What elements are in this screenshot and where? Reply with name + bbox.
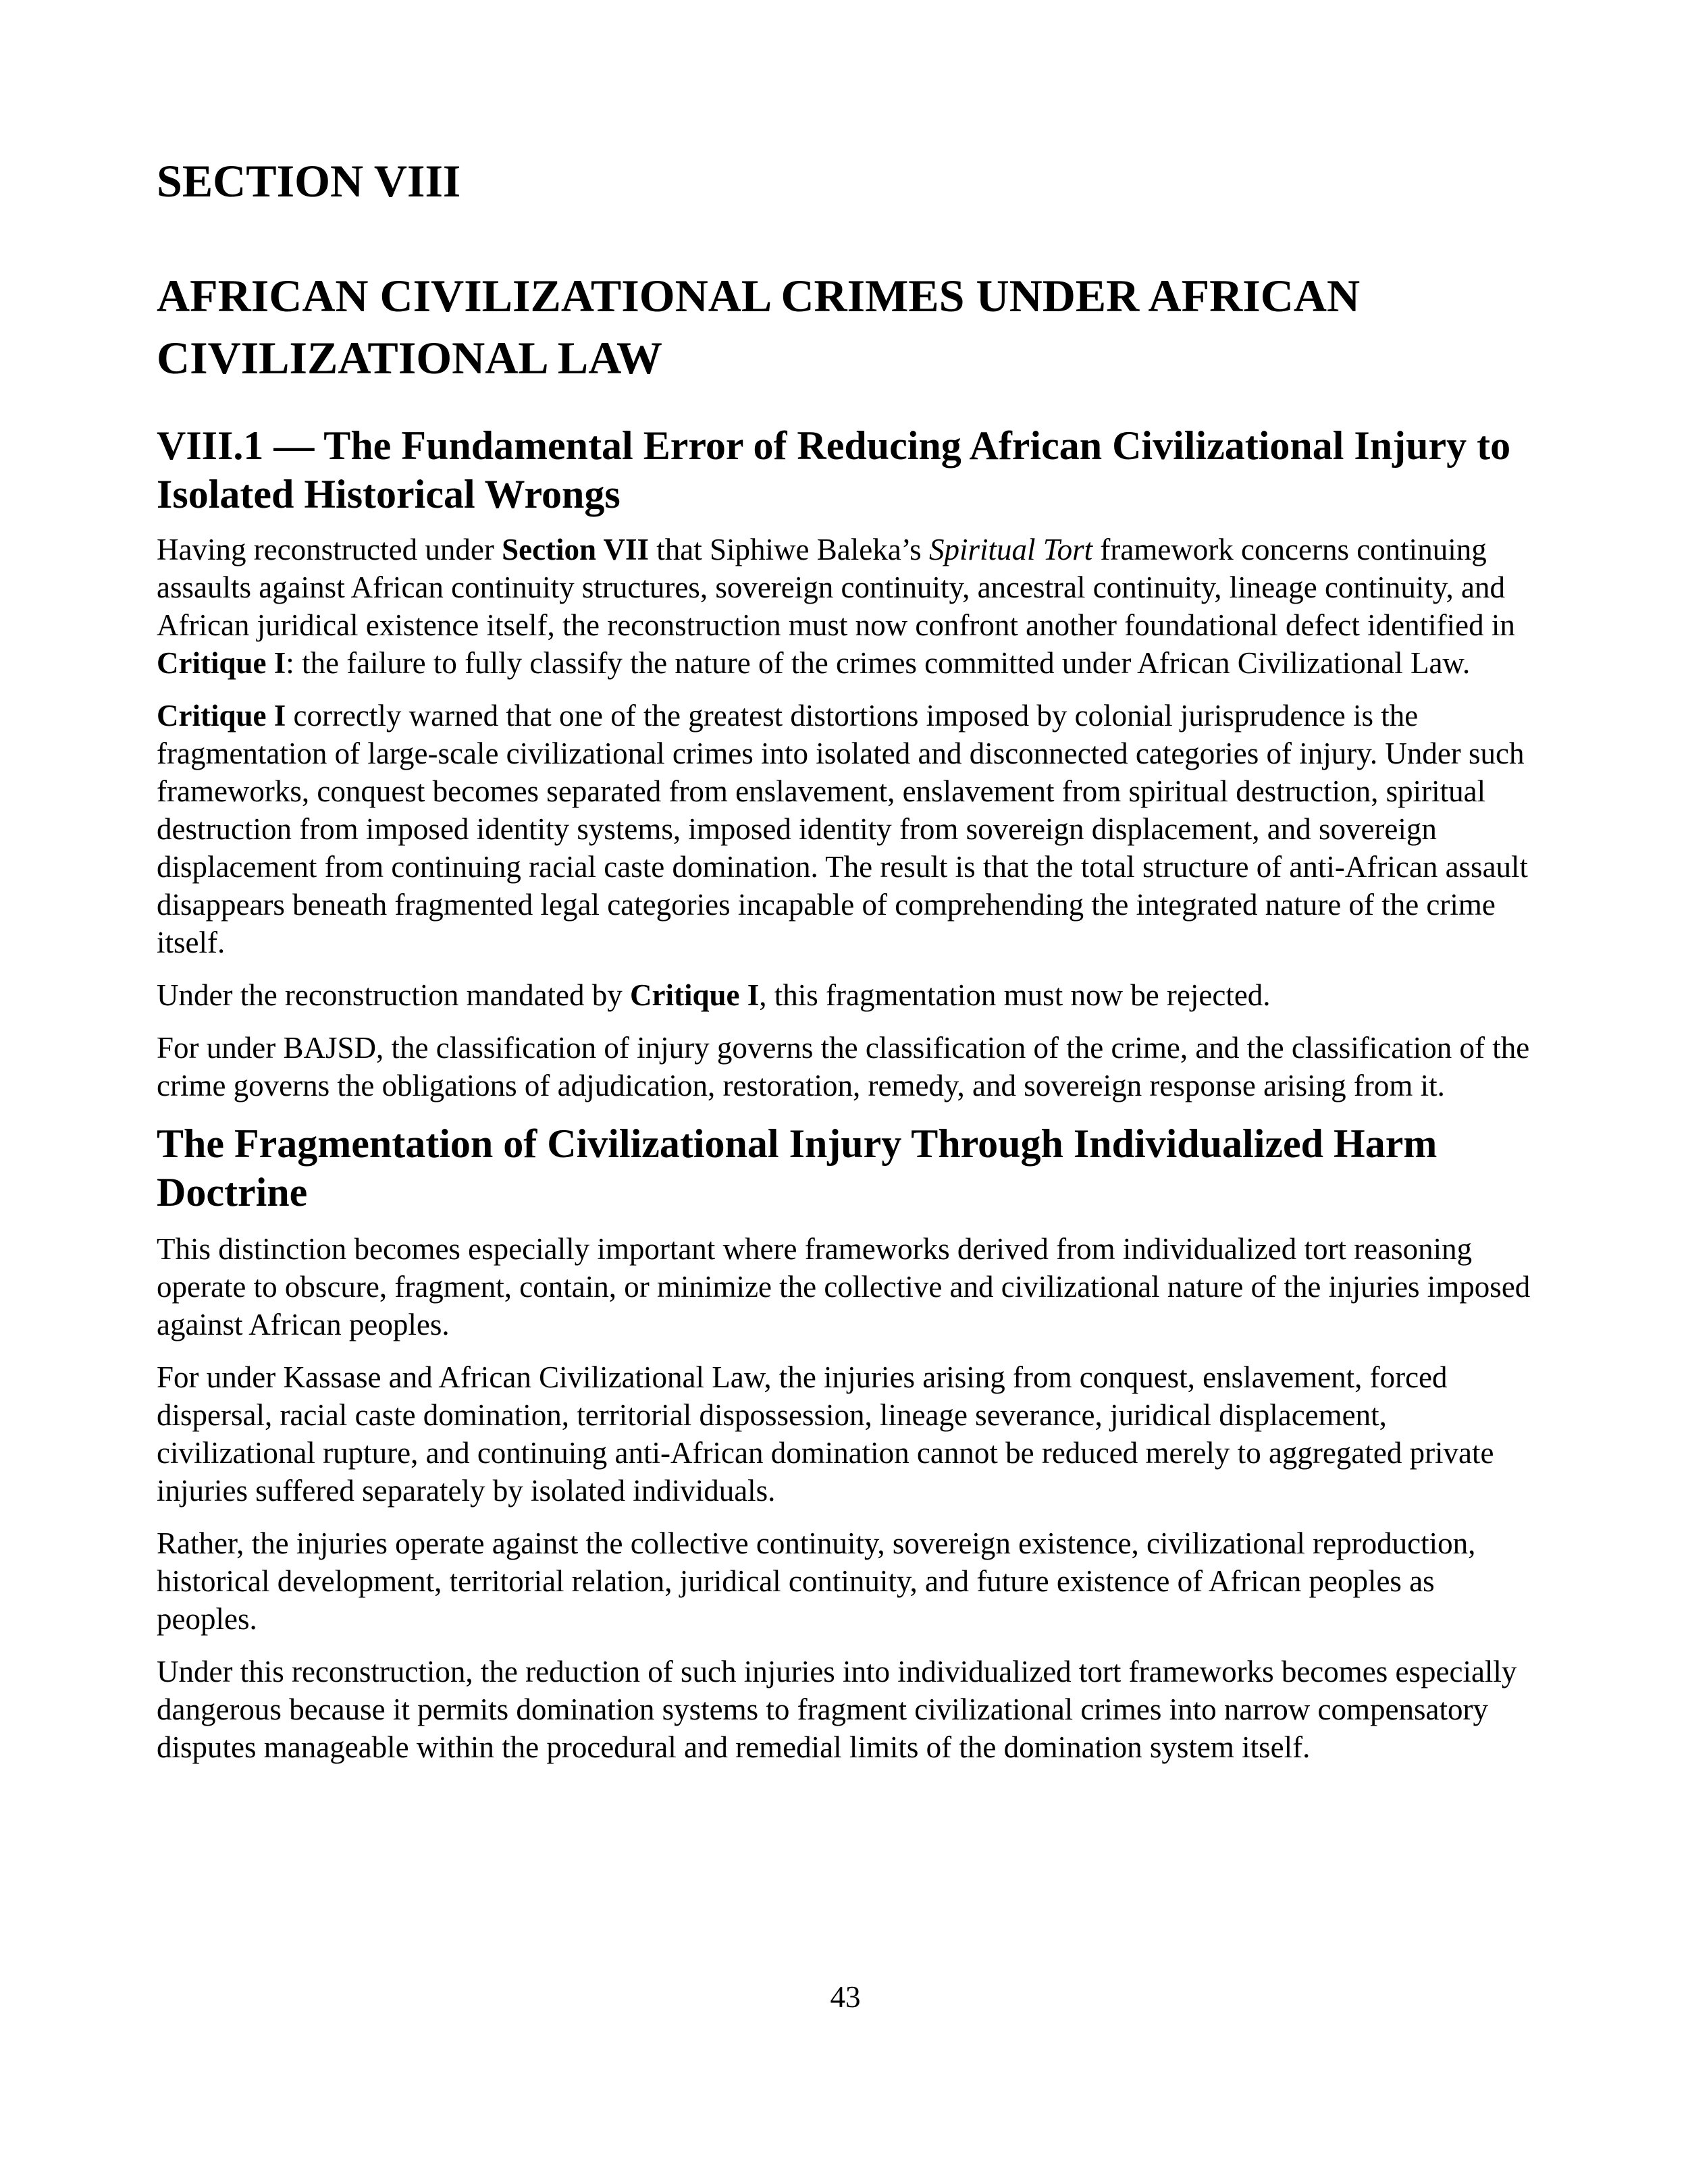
page-number: 43 xyxy=(830,1980,861,2014)
paragraph-5: This distinction becomes especially important where frameworks derived from individualized tort reasoning operate to obscure, fragment, contain, or minimize the collective and civilizational nature of the injuries imposed against African peoples. xyxy=(157,1232,1531,1341)
paragraph-1-italic-spiritual-tort: Spiritual Tort xyxy=(928,533,1093,566)
paragraph-3-text-2: , this fragmentation must now be rejected. xyxy=(759,978,1271,1012)
paragraph-1-text-1: Having reconstructed under xyxy=(157,533,502,566)
paragraph-1-text-2: that Siphiwe Baleka’s xyxy=(649,533,929,566)
subheading-viii-1: VIII.1 — The Fundamental Error of Reducing African Civilizational Injury to Isolated Historical Wrongs xyxy=(157,423,1511,516)
paragraph-2-bold-critique-i: Critique I xyxy=(157,699,286,733)
paragraph-8: Under this reconstruction, the reduction of such injuries into individualized tort frameworks becomes especially dangerous because it permits domination systems to fragment civilizational crimes into narrow compensatory disputes manageable within the procedural and remedial limits of the domination system itself. xyxy=(157,1655,1517,1764)
paragraph-6: For under Kassase and African Civilizational Law, the injuries arising from conquest, enslavement, forced dispersal, racial caste domination, territorial dispossession, lineage severance, juridical displacement, civilizational rupture, and continuing anti-African domination cannot be reduced merely to aggregated private injuries suffered separately by isolated individuals. xyxy=(157,1360,1494,1508)
paragraph-7: Rather, the injuries operate against the collective continuity, sovereign existence, civilizational reproduction, historical development, territorial relation, juridical continuity, and future existence of African peoples as peoples. xyxy=(157,1526,1476,1636)
document-page xyxy=(157,0,1534,2184)
section-title: AFRICAN CIVILIZATIONAL CRIMES UNDER AFRICAN CIVILIZATIONAL LAW xyxy=(157,270,1361,383)
paragraph-3-text-1: Under the reconstruction mandated by xyxy=(157,978,631,1012)
paragraph-1-text-3: framework concerns continuing assaults against African continuity structures, sovereign continuity, ancestral continuity, lineage continuity, and African juridical existence itself, the reconstruction must now confront another foundational defect identified in xyxy=(157,533,1515,642)
paragraph-2 xyxy=(157,697,1534,961)
paragraph-1-text-4: : the failure to fully classify the nature of the crimes committed under African Civilizational Law. xyxy=(286,646,1471,680)
paragraph-4: For under BAJSD, the classification of injury governs the classification of the crime, and the classification of the crime governs the obligations of adjudication, restoration, remedy, and sovereign response arising from it. xyxy=(157,1031,1530,1102)
subheading-fragmentation: The Fragmentation of Civilizational Injury Through Individualized Harm Doctrine xyxy=(157,1121,1438,1215)
paragraph-2-text-1: correctly warned that one of the greatest distortions imposed by colonial jurisprudence is the fragmentation of large-scale civilizational crimes into isolated and disconnected categories of injury. Under such frameworks, conquest becomes separated from enslavement, enslavement from spiritual destruction, spiritual destruction from imposed identity systems, imposed identity from sovereign displacement, and sovereign displacement from continuing racial caste domination. The result is that the total structure of anti-African assault disappears beneath fragmented legal categories incapable of comprehending the integrated nature of the crime itself. xyxy=(157,699,1529,959)
paragraph-3-bold-critique-i: Critique I xyxy=(630,978,760,1012)
body-content xyxy=(157,421,1534,1781)
paragraph-1-bold-section-vii: Section VII xyxy=(502,533,650,566)
paragraph-3 xyxy=(157,976,1534,1014)
section-label: SECTION VIII xyxy=(157,155,461,207)
paragraph-1-bold-critique-i: Critique I xyxy=(157,646,286,680)
paragraph-1 xyxy=(157,531,1534,682)
